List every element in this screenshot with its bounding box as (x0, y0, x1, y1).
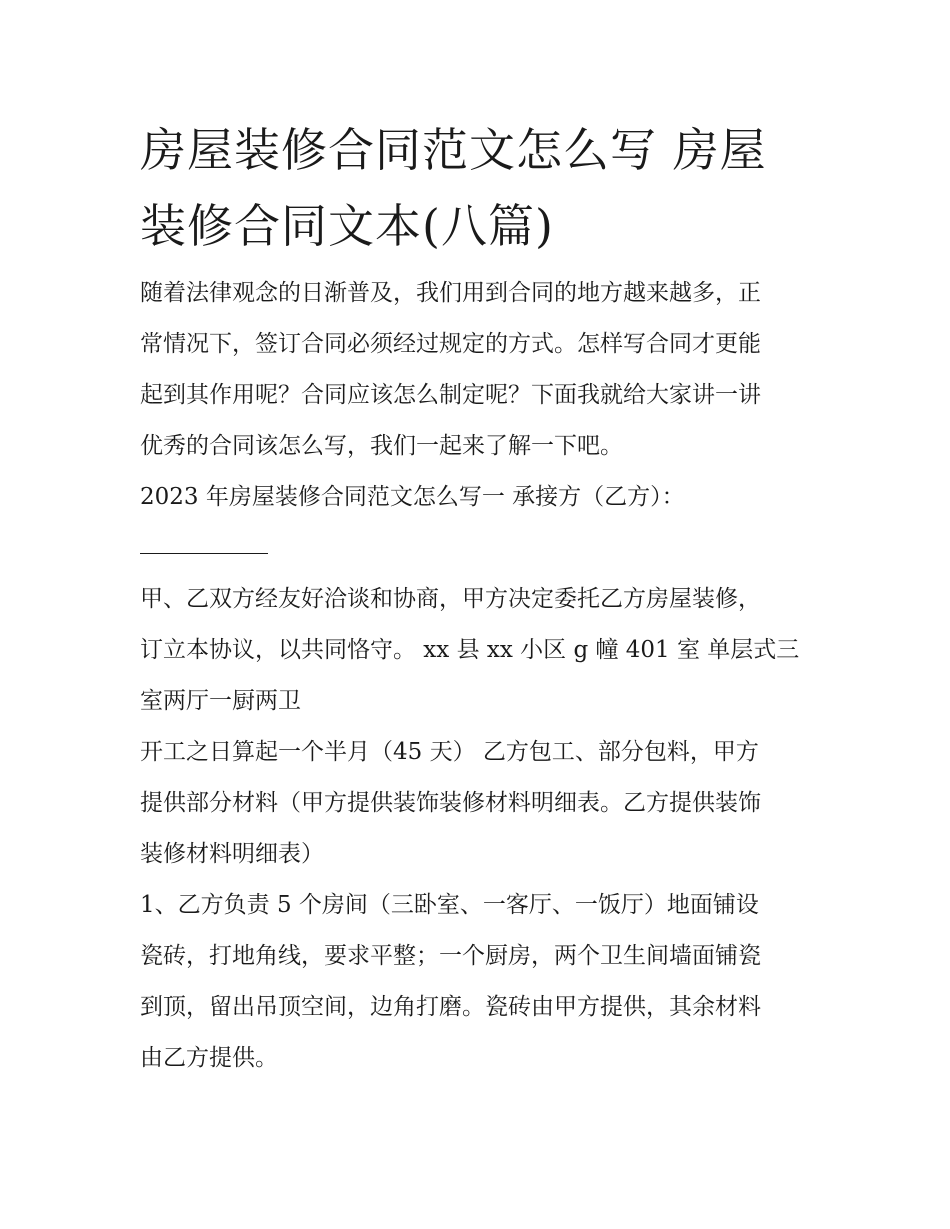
text-line: 瓷砖，打地角线，要求平整；一个厨房，两个卫生间墙面铺瓷 (140, 943, 761, 969)
blank-underline (140, 553, 268, 554)
text-line: 提供部分材料（甲方提供装饰装修材料明细表。乙方提供装饰 (140, 790, 761, 816)
text-line: 甲、乙双方经友好洽谈和协商，甲方决定委托乙方房屋装修， (140, 586, 761, 612)
text-line: 室两厅一厨两卫 (140, 688, 301, 714)
text-line: 优秀的合同该怎么写，我们一起来了解一下吧。 (140, 433, 623, 459)
text-line: 起到其作用呢？合同应该怎么制定呢？下面我就给大家讲一讲 (140, 382, 761, 408)
text-line: 常情况下，签订合同必须经过规定的方式。怎样写合同才更能 (140, 331, 761, 357)
text-line: 到顶，留出吊顶空间，边角打磨。瓷砖由甲方提供，其余材料 (140, 994, 761, 1020)
text-line: 随着法律观念的日渐普及，我们用到合同的地方越来越多，正 (140, 280, 761, 306)
text-line: 装修材料明细表） (140, 841, 324, 867)
paragraph-scope (140, 574, 812, 727)
paragraph-schedule (140, 727, 812, 880)
section-heading (140, 472, 812, 574)
title-line: 房屋装修合同范文怎么写 房屋 (140, 123, 767, 177)
fill-in-blank (140, 523, 812, 574)
text-line: 1、乙方负责 5 个房间（三卧室、一客厅、一饭厅）地面铺设 (140, 892, 759, 918)
text-line: 开工之日算起一个半月（45 天） 乙方包工、部分包料，甲方 (140, 739, 759, 765)
document-title (140, 112, 812, 264)
section-heading-text: 2023 年房屋装修合同范文怎么写一 承接方（乙方）： (140, 484, 685, 510)
paragraph-item-1 (140, 880, 812, 1084)
intro-paragraph (140, 268, 812, 472)
text-line: 由乙方提供。 (140, 1045, 278, 1071)
title-line: 装修合同文本(八篇) (140, 199, 554, 253)
document-page (140, 112, 812, 1084)
text-line: 订立本协议，以共同恪守。 xx 县 xx 小区 g 幢 401 室 单层式三 (140, 637, 800, 663)
